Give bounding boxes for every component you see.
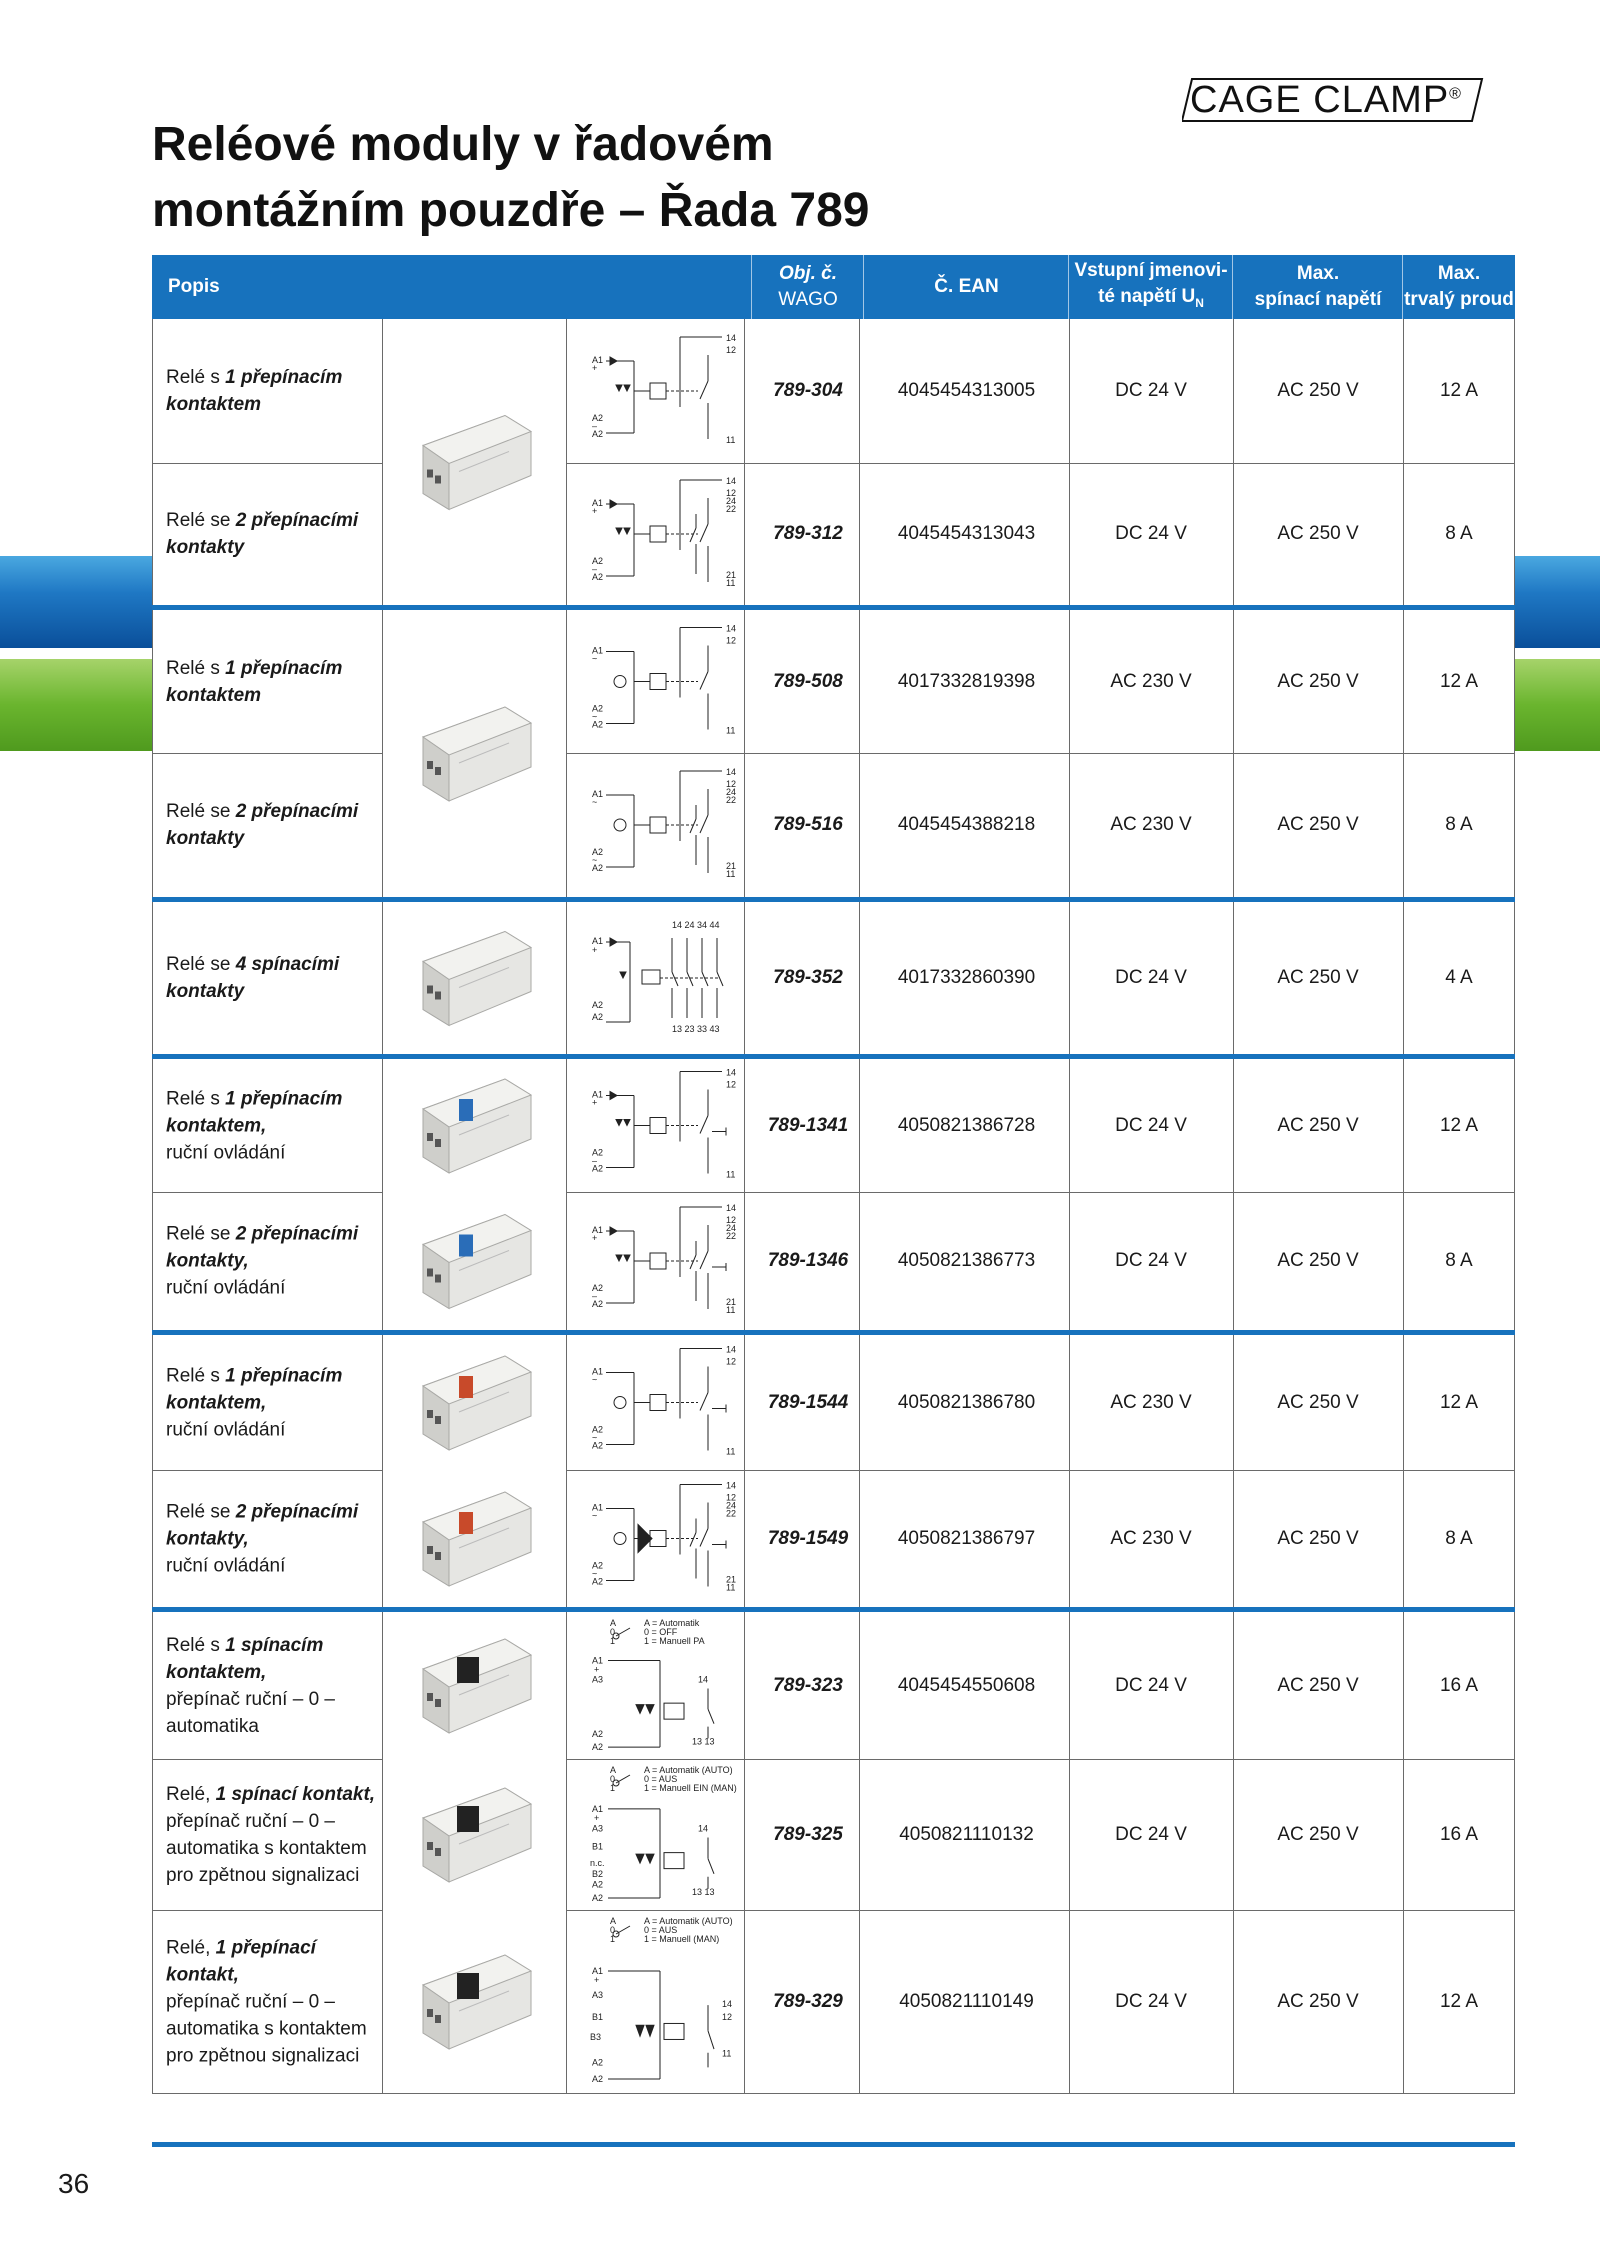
switching-voltage: AC 250 V: [1277, 1823, 1359, 1845]
svg-text:21: 21: [726, 1574, 737, 1585]
order-number: 789-312: [773, 523, 843, 544]
relay-module-photo: [409, 610, 537, 901]
header-voltage: Vstupní jmenovi- té napětí $U_N$: [1074, 260, 1228, 310]
switching-voltage: AC 250 V: [1277, 380, 1359, 401]
svg-text:A2: A2: [592, 1424, 604, 1435]
continuous-current: 16 A: [1439, 1674, 1479, 1696]
switching-voltage: AC 250 V: [1277, 1674, 1359, 1696]
svg-text:22: 22: [726, 504, 737, 514]
continuous-current: 4 A: [1445, 967, 1473, 988]
input-voltage: DC 24 V: [1115, 1114, 1187, 1136]
svg-text:–: –: [592, 1155, 598, 1166]
svg-text:0 = AUS: 0 = AUS: [644, 1925, 678, 1935]
svg-text:1: 1: [610, 1636, 616, 1646]
svg-text:A1: A1: [592, 1803, 604, 1814]
ean-code: 4050821110149: [899, 1990, 1034, 2012]
svg-text:A1: A1: [592, 1366, 604, 1377]
switching-voltage: AC 250 V: [1277, 1114, 1359, 1136]
svg-text:–: –: [592, 1291, 598, 1301]
input-voltage: DC 24 V: [1115, 1990, 1187, 2012]
group-separator: [152, 1330, 1515, 1335]
svg-text:A2: A2: [592, 1163, 604, 1174]
table-row: [152, 1192, 1515, 1331]
svg-text:A3: A3: [592, 1674, 604, 1685]
continuous-current: 8 A: [1445, 1250, 1473, 1271]
svg-text:A = Automatik: A = Automatik: [644, 1618, 700, 1628]
svg-text:13 23 33 43: 13 23 33 43: [672, 1024, 720, 1034]
svg-text:+: +: [592, 945, 598, 955]
svg-text:+: +: [594, 1975, 600, 1986]
circuit-diagram: [580, 1192, 752, 1330]
relay-module-photo: [409, 1612, 537, 1763]
svg-text:~: ~: [592, 1510, 598, 1521]
svg-text:~: ~: [592, 653, 598, 664]
svg-text:A2: A2: [592, 1012, 604, 1022]
svg-text:A2: A2: [592, 703, 604, 714]
svg-text:A = Automatik (AUTO): A = Automatik (AUTO): [644, 1765, 733, 1775]
input-voltage: AC 230 V: [1110, 1391, 1192, 1413]
svg-text:11: 11: [726, 578, 736, 588]
table-row: [152, 463, 1515, 606]
row-description: Relé s 1 přepínacím kontaktem: [166, 657, 343, 706]
order-number: 789-329: [773, 1990, 843, 2012]
ean-code: 4045454313005: [897, 380, 1036, 401]
svg-text:A2: A2: [592, 1560, 604, 1571]
continuous-current: 12 A: [1439, 1114, 1479, 1136]
svg-text:0 = OFF: 0 = OFF: [644, 1627, 678, 1637]
svg-text:21: 21: [726, 570, 737, 580]
svg-text:12: 12: [726, 488, 737, 498]
switching-voltage: AC 250 V: [1277, 1990, 1359, 2012]
svg-text:B3: B3: [590, 2031, 602, 2042]
switching-voltage: AC 250 V: [1277, 670, 1359, 692]
svg-text:+: +: [592, 363, 598, 373]
svg-text:11: 11: [722, 2048, 732, 2059]
product-photo-cell: [383, 1470, 566, 1606]
ean-code: 4045454388218: [897, 814, 1036, 835]
svg-text:~: ~: [592, 711, 598, 722]
svg-text:+: +: [594, 1812, 600, 1823]
svg-text:24: 24: [726, 787, 737, 797]
svg-text:14: 14: [726, 333, 737, 343]
table-row: [152, 902, 1515, 1055]
input-voltage: AC 230 V: [1110, 1527, 1192, 1549]
continuous-current: 12 A: [1439, 1391, 1479, 1413]
circuit-diagram: [580, 319, 752, 463]
circuit-diagram: [580, 610, 752, 753]
svg-text:14: 14: [726, 767, 737, 777]
svg-text:11: 11: [726, 1446, 736, 1457]
svg-text:~: ~: [592, 1432, 598, 1443]
circuit-diagram: [580, 1059, 752, 1192]
svg-text:A: A: [610, 1618, 617, 1628]
input-voltage: DC 24 V: [1115, 967, 1187, 988]
ean-code: 4050821386773: [897, 1250, 1036, 1271]
circuit-diagram: [580, 1759, 752, 1910]
logo-text: CAGE CLAMP®: [1190, 79, 1462, 121]
svg-text:24: 24: [726, 1223, 737, 1233]
row-description: Relé se 2 přepínacími kontakty: [166, 801, 359, 849]
right-blue-band: [1515, 556, 1600, 648]
svg-text:B2: B2: [592, 1868, 604, 1879]
svg-text:A1: A1: [592, 789, 604, 799]
svg-text:A1: A1: [592, 355, 604, 365]
left-green-band: [0, 659, 152, 751]
svg-text:A2: A2: [592, 719, 604, 730]
svg-text:12: 12: [726, 635, 737, 646]
svg-text:A1: A1: [592, 936, 604, 946]
svg-text:11: 11: [726, 1169, 736, 1180]
continuous-current: 8 A: [1445, 523, 1473, 544]
table-row: [152, 319, 1515, 464]
svg-text:A2: A2: [592, 1440, 604, 1451]
switching-voltage: AC 250 V: [1277, 523, 1359, 544]
relay-module-photo: [409, 1910, 537, 2097]
order-number: 789-1549: [767, 1527, 849, 1549]
order-number: 789-508: [773, 670, 843, 692]
svg-text:A2: A2: [592, 1742, 604, 1753]
product-photo-cell: [383, 902, 566, 1053]
product-photo-cell: [383, 1335, 566, 1469]
svg-text:+: +: [592, 1233, 598, 1243]
svg-text:A2: A2: [592, 413, 604, 423]
svg-text:~: ~: [592, 1568, 598, 1579]
ean-code: 4050821110132: [899, 1823, 1034, 1845]
product-photo-cell: [383, 1192, 566, 1329]
header-popis: Popis: [168, 276, 220, 297]
circuit-diagram: [580, 463, 752, 605]
table-row: [152, 753, 1515, 898]
table-row: [152, 1059, 1515, 1193]
input-voltage: DC 24 V: [1115, 380, 1187, 401]
page-number: 36: [58, 2168, 90, 2199]
svg-text:A1: A1: [592, 1966, 604, 1977]
table-bottom-rule: [152, 2142, 1515, 2147]
order-number: 789-352: [773, 967, 843, 988]
relay-module-photo: [409, 1470, 537, 1611]
svg-text:14: 14: [726, 1480, 737, 1491]
product-photo-cell: [383, 1612, 566, 1758]
group-separator: [152, 605, 1515, 610]
circuit-diagram: [580, 1470, 752, 1607]
svg-text:A2: A2: [592, 863, 604, 873]
header-obj: Obj. č. WAGO: [778, 263, 838, 310]
svg-text:~: ~: [592, 1374, 598, 1385]
svg-text:A2: A2: [592, 1728, 604, 1739]
svg-text:A: A: [610, 1916, 617, 1926]
svg-text:A3: A3: [592, 1823, 604, 1834]
row-description: Relé se 2 přepínacími kontakty: [166, 510, 359, 558]
svg-text:22: 22: [726, 795, 737, 805]
svg-text:12: 12: [726, 1492, 737, 1503]
svg-text:A2: A2: [592, 1000, 604, 1010]
row-description: Relé se 4 spínacími kontakty: [166, 954, 340, 1002]
row-description: Relé s 1 přepínacím kontaktem, ruční ovládání: [166, 1365, 343, 1440]
header-ean: Č. EAN: [934, 276, 999, 297]
svg-text:A2: A2: [592, 556, 604, 566]
svg-text:14: 14: [726, 1203, 737, 1213]
input-voltage: DC 24 V: [1115, 1250, 1187, 1271]
svg-text:24: 24: [726, 1500, 737, 1511]
svg-text:B1: B1: [592, 2011, 604, 2022]
svg-text:12: 12: [726, 779, 737, 789]
order-number: 789-1346: [767, 1250, 849, 1271]
switching-voltage: AC 250 V: [1277, 967, 1359, 988]
svg-text:A1: A1: [592, 1225, 604, 1235]
switching-voltage: AC 250 V: [1277, 1391, 1359, 1413]
svg-text:A2: A2: [592, 2074, 604, 2085]
order-number: 789-323: [773, 1674, 843, 1696]
svg-text:11: 11: [726, 869, 736, 879]
header-current: Max. trvalý proud: [1404, 263, 1514, 310]
svg-text:A1: A1: [592, 1502, 604, 1513]
svg-text:12: 12: [726, 345, 737, 355]
row-description: Relé, 1 přepínací kontakt, přepínač ruční – 0 – automatika s kontaktem pro zpětnou signalizaci: [166, 1937, 367, 2066]
svg-text:n.c.: n.c.: [590, 1858, 605, 1869]
page-title: [152, 112, 870, 244]
group-separator: [152, 897, 1515, 902]
svg-text:+: +: [594, 1664, 600, 1675]
svg-text:A: A: [610, 1765, 617, 1775]
group-separator: [152, 1607, 1515, 1612]
svg-text:14: 14: [726, 623, 737, 634]
svg-text:A1: A1: [592, 498, 604, 508]
svg-text:21: 21: [726, 861, 737, 871]
circuit-diagram: [580, 1910, 752, 2093]
header-switching-voltage: Max. spínací napětí: [1254, 263, 1382, 310]
product-photo-cell: [383, 1059, 566, 1191]
svg-text:11: 11: [726, 1305, 736, 1315]
svg-text:A1: A1: [592, 1089, 604, 1100]
svg-text:12: 12: [722, 2011, 733, 2022]
ean-code: 4045454313043: [897, 523, 1036, 544]
svg-text:14: 14: [698, 1823, 709, 1834]
relay-module-photo: [409, 1759, 537, 1914]
relay-module-photo: [409, 1335, 537, 1474]
table-header: [152, 255, 1515, 319]
ean-code: 4050821386780: [897, 1391, 1036, 1413]
order-number: 789-516: [773, 814, 843, 835]
svg-text:24: 24: [726, 496, 737, 506]
svg-text:A1: A1: [592, 645, 604, 656]
svg-text:22: 22: [726, 1231, 737, 1241]
relay-module-photo: [409, 1059, 537, 1196]
svg-text:12: 12: [726, 1079, 737, 1090]
input-voltage: DC 24 V: [1115, 523, 1187, 544]
svg-text:A2: A2: [592, 429, 604, 439]
product-photo-cell: [383, 319, 566, 604]
svg-text:11: 11: [726, 1582, 736, 1593]
cage-clamp-logo: [1182, 77, 1484, 121]
relay-module-photo: [409, 319, 537, 609]
svg-text:A2: A2: [592, 1892, 604, 1903]
input-voltage: AC 230 V: [1110, 814, 1192, 835]
continuous-current: 12 A: [1439, 670, 1479, 692]
continuous-current: 8 A: [1445, 1527, 1473, 1549]
svg-text:0: 0: [610, 1774, 616, 1784]
svg-text:A2: A2: [592, 572, 604, 582]
row-description: Relé s 1 přepínacím kontaktem: [166, 367, 343, 415]
svg-text:1: 1: [610, 1783, 616, 1793]
svg-text:0: 0: [610, 1627, 616, 1637]
svg-text:22: 22: [726, 1508, 737, 1519]
svg-text:A2: A2: [592, 1299, 604, 1309]
svg-text:–: –: [592, 564, 598, 574]
ean-code: 4050821386797: [897, 1527, 1036, 1549]
row-description: Relé se 2 přepínacími kontakty, ruční ovládání: [166, 1501, 359, 1576]
product-photo-cell: [383, 610, 566, 896]
continuous-current: 8 A: [1445, 814, 1473, 835]
left-blue-band: [0, 556, 152, 648]
table-row: [152, 1470, 1515, 1608]
row-description: Relé, 1 spínací kontakt, přepínač ruční – 0 – automatika s kontaktem pro zpětnou signalizaci: [166, 1783, 376, 1886]
svg-text:0: 0: [610, 1925, 616, 1935]
svg-text:13 13: 13 13: [692, 1736, 715, 1747]
order-number: 789-1341: [767, 1114, 849, 1136]
product-photo-cell: [383, 1759, 566, 1909]
svg-text:A2: A2: [592, 2057, 604, 2068]
svg-text:~: ~: [592, 855, 598, 865]
ean-code: 4017332860390: [897, 967, 1036, 988]
table-row: [152, 1612, 1515, 1760]
title-line-2: montážním pouzdře – Řada 789: [152, 184, 870, 237]
input-voltage: AC 230 V: [1110, 670, 1192, 692]
relay-module-photo: [409, 902, 537, 1058]
svg-text:+: +: [592, 506, 598, 516]
svg-text:A = Automatik (AUTO): A = Automatik (AUTO): [644, 1916, 733, 1926]
svg-text:+: +: [592, 1097, 598, 1108]
circuit-diagram: [580, 1612, 752, 1759]
relay-module-photo: [409, 1192, 537, 1334]
svg-text:21: 21: [726, 1297, 737, 1307]
svg-text:A2: A2: [592, 1283, 604, 1293]
order-number: 789-304: [773, 380, 843, 401]
order-number: 789-325: [773, 1823, 843, 1845]
svg-text:–: –: [592, 421, 598, 431]
table-row: [152, 1759, 1515, 1911]
input-voltage: DC 24 V: [1115, 1674, 1187, 1696]
switching-voltage: AC 250 V: [1277, 814, 1359, 835]
svg-text:B1: B1: [592, 1841, 604, 1852]
ean-code: 4017332819398: [897, 670, 1036, 692]
ean-code: 4050821386728: [897, 1114, 1036, 1136]
switching-voltage: AC 250 V: [1277, 1250, 1359, 1271]
svg-text:A2: A2: [592, 1879, 604, 1890]
row-description: Relé se 2 přepínacími kontakty, ruční ovládání: [166, 1223, 359, 1299]
row-description: Relé s 1 spínacím kontaktem, přepínač ruční – 0 – automatika: [166, 1634, 335, 1737]
svg-text:14: 14: [726, 1067, 737, 1078]
svg-text:A3: A3: [592, 1989, 604, 2000]
circuit-diagram: [580, 753, 752, 897]
right-green-band: [1515, 659, 1600, 751]
table-row: [152, 1910, 1515, 2094]
table-row: [152, 1335, 1515, 1471]
title-line-1: Reléové moduly v řadovém: [152, 118, 774, 171]
order-number: 789-1544: [767, 1391, 849, 1413]
svg-text:1: 1: [610, 1934, 616, 1944]
switching-voltage: AC 250 V: [1277, 1527, 1359, 1549]
svg-text:11: 11: [726, 725, 736, 736]
svg-text:12: 12: [726, 1356, 737, 1367]
continuous-current: 12 A: [1439, 1990, 1479, 2012]
svg-text:~: ~: [592, 797, 598, 807]
svg-text:1 = Manuell EIN (MAN): 1 = Manuell EIN (MAN): [644, 1783, 737, 1793]
svg-text:14: 14: [726, 1344, 737, 1355]
svg-text:0 = AUS: 0 = AUS: [644, 1774, 678, 1784]
svg-text:A1: A1: [592, 1655, 604, 1666]
svg-text:12: 12: [726, 1215, 737, 1225]
continuous-current: 16 A: [1439, 1823, 1479, 1845]
product-photo-cell: [383, 1910, 566, 2092]
circuit-diagram: [580, 1335, 752, 1470]
group-separator: [152, 1054, 1515, 1059]
svg-text:1 = Manuell (MAN): 1 = Manuell (MAN): [644, 1934, 720, 1944]
svg-text:11: 11: [726, 435, 736, 445]
table-row: [152, 610, 1515, 754]
svg-text:A2: A2: [592, 1576, 604, 1587]
svg-text:14: 14: [726, 476, 737, 486]
svg-text:A2: A2: [592, 1147, 604, 1158]
svg-text:1 = Manuell PA: 1 = Manuell PA: [644, 1636, 705, 1646]
svg-text:14 24 34 44: 14 24 34 44: [672, 920, 720, 930]
svg-text:13 13: 13 13: [692, 1886, 715, 1897]
row-description: Relé s 1 přepínacím kontaktem, ruční ovládání: [166, 1088, 343, 1163]
svg-text:14: 14: [698, 1674, 709, 1685]
svg-text:A2: A2: [592, 847, 604, 857]
input-voltage: DC 24 V: [1115, 1823, 1187, 1845]
continuous-current: 12 A: [1439, 380, 1479, 401]
ean-code: 4045454550608: [897, 1674, 1036, 1696]
circuit-diagram: [580, 902, 752, 1054]
svg-text:14: 14: [722, 1998, 733, 2009]
